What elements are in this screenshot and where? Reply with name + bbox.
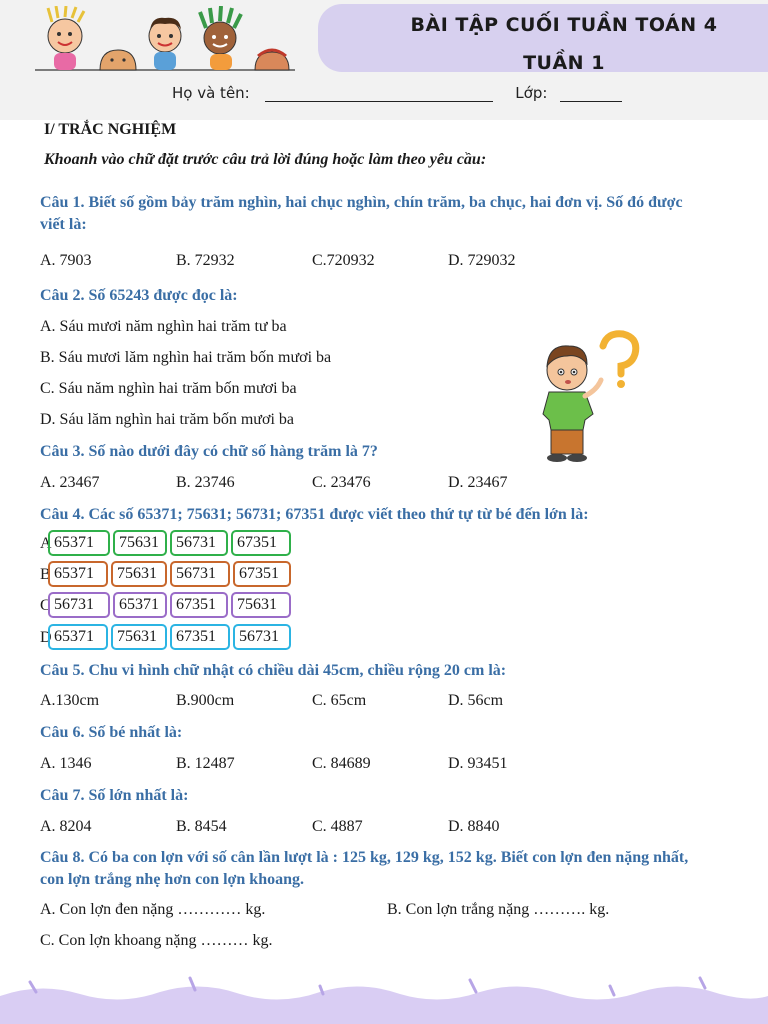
q4-b-item-3: 56731 — [170, 561, 230, 587]
q4-option-c-letter[interactable]: C — [40, 597, 51, 614]
question-7: Câu 7. Số lớn nhất là: — [40, 787, 189, 804]
q5-option-d[interactable]: D. 56cm — [448, 692, 504, 709]
q4-d-item-4: 56731 — [233, 624, 291, 650]
q7-option-a[interactable]: A. 8204 — [40, 818, 92, 835]
name-blank[interactable] — [265, 87, 493, 102]
kids-illustration-icon — [30, 6, 300, 74]
q4-a-item-2: 75631 — [113, 530, 167, 556]
q4-c-item-4: 75631 — [231, 592, 291, 618]
q6-option-b[interactable]: B. 12487 — [176, 755, 235, 772]
question-8 — [40, 847, 688, 891]
title-banner — [318, 4, 768, 72]
q3-option-d[interactable]: D. 23467 — [448, 474, 508, 491]
q3-option-c[interactable]: C. 23476 — [312, 474, 371, 491]
q4-a-item-4: 67351 — [231, 530, 291, 556]
q4-option-d-letter[interactable]: D — [40, 629, 52, 646]
q2-option-d[interactable]: D. Sáu lăm nghìn hai trăm bốn mươi ba — [40, 411, 294, 428]
q2-option-b[interactable]: B. Sáu mươi lăm nghìn hai trăm bốn mươi ba — [40, 349, 332, 366]
q4-a-item-3: 56731 — [170, 530, 228, 556]
name-label: Họ và tên: — [172, 84, 250, 102]
question-8-line-2: con lợn trắng nhẹ hơn con lợn khoang. — [40, 871, 304, 888]
q3-option-b[interactable]: B. 23746 — [176, 474, 235, 491]
question-1-line-1: Câu 1. Biết số gồm bảy trăm nghìn, hai chục nghìn, chín trăm, ba chục, hai đơn vị. Số đó được — [40, 194, 683, 211]
q1-option-c[interactable]: C.720932 — [312, 252, 375, 269]
question-4: Câu 4. Các số 65371; 75631; 56731; 67351 được viết theo thứ tự từ bé đến lớn là: — [40, 506, 589, 523]
question-2: Câu 2. Số 65243 được đọc là: — [40, 287, 238, 304]
q5-option-a[interactable]: A.130cm — [40, 692, 100, 709]
q8-answer-b[interactable]: B. Con lợn trắng nặng ………. kg. — [387, 901, 610, 918]
q6-option-d[interactable]: D. 93451 — [448, 755, 508, 772]
question-8-line-1: Câu 8. Có ba con lợn với số cân lần lượt là : 125 kg, 129 kg, 152 kg. Biết con lợn đen nặng nhất, — [40, 849, 689, 866]
q4-b-item-1: 65371 — [48, 561, 108, 587]
question-mark-icon — [603, 334, 636, 374]
q4-d-item-2: 75631 — [111, 624, 167, 650]
q4-a-item-1: 65371 — [48, 530, 110, 556]
section-heading: I/ TRẮC NGHIỆM — [44, 121, 177, 138]
question-5: Câu 5. Chu vi hình chữ nhật có chiều dài 45cm, chiều rộng 20 cm là: — [40, 662, 507, 679]
q4-c-item-2: 65371 — [113, 592, 167, 618]
q4-d-item-3: 67351 — [170, 624, 230, 650]
q1-option-d[interactable]: D. 729032 — [448, 252, 516, 269]
q5-option-c[interactable]: C. 65cm — [312, 692, 367, 709]
question-3: Câu 3. Số nào dưới đây có chữ số hàng trăm là 7? — [40, 443, 378, 460]
q8-answer-a[interactable]: A. Con lợn đen nặng ………… kg. — [40, 901, 266, 918]
q4-option-a-letter[interactable]: A — [40, 535, 52, 552]
q3-option-a[interactable]: A. 23467 — [40, 474, 100, 491]
q2-option-a[interactable]: A. Sáu mươi năm nghìn hai trăm tư ba — [40, 318, 287, 335]
wave-footer-icon — [0, 960, 768, 1024]
q6-option-a[interactable]: A. 1346 — [40, 755, 92, 772]
q4-d-item-1: 65371 — [48, 624, 108, 650]
class-blank[interactable] — [560, 87, 622, 102]
instruction-text: Khoanh vào chữ đặt trước câu trả lời đúng hoặc làm theo yêu cầu: — [44, 151, 487, 168]
q4-c-item-1: 56731 — [48, 592, 110, 618]
page-header — [0, 0, 768, 120]
q1-option-a[interactable]: A. 7903 — [40, 252, 92, 269]
worksheet-title: BÀI TẬP CUỐI TUẦN TOÁN 4 — [410, 14, 718, 36]
question-1 — [40, 192, 683, 236]
question-6: Câu 6. Số bé nhất là: — [40, 724, 183, 741]
q4-option-b-letter[interactable]: B — [40, 566, 51, 583]
thinking-boy-icon — [535, 330, 645, 465]
student-info-row — [172, 84, 622, 102]
q8-answer-c[interactable]: C. Con lợn khoang nặng ……… kg. — [40, 932, 273, 949]
q7-option-d[interactable]: D. 8840 — [448, 818, 500, 835]
q2-option-c[interactable]: C. Sáu năm nghìn hai trăm bốn mươi ba — [40, 380, 297, 397]
q5-option-b[interactable]: B.900cm — [176, 692, 235, 709]
q6-option-c[interactable]: C. 84689 — [312, 755, 371, 772]
q4-b-item-2: 75631 — [111, 561, 167, 587]
q4-c-item-3: 67351 — [170, 592, 228, 618]
q4-b-item-4: 67351 — [233, 561, 291, 587]
q7-option-b[interactable]: B. 8454 — [176, 818, 227, 835]
class-label: Lớp: — [515, 84, 548, 102]
question-1-line-2: viết là: — [40, 216, 87, 233]
q1-option-b[interactable]: B. 72932 — [176, 252, 235, 269]
q7-option-c[interactable]: C. 4887 — [312, 818, 363, 835]
week-title: TUẦN 1 — [523, 52, 605, 74]
